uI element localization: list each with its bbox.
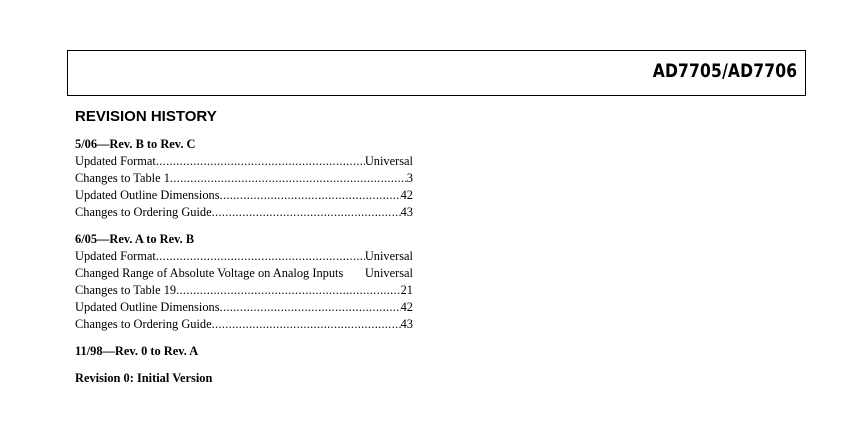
revision-entry (75, 153, 413, 170)
entry-page: 42 (400, 188, 413, 202)
revision-title: 5/06—Rev. B to Rev. C (75, 137, 196, 151)
revision-entry (75, 282, 413, 299)
entry-page: 3 (406, 171, 413, 185)
dot-leader (220, 299, 401, 316)
entry-page: Universal (364, 266, 413, 280)
revision-entry (75, 248, 413, 265)
dot-leader (220, 187, 401, 204)
dot-leader (176, 282, 401, 299)
revision-list (75, 136, 413, 397)
revision-block (75, 343, 413, 360)
revision-history-heading: REVISION HISTORY (75, 108, 217, 125)
entry-label: Updated Format (75, 249, 156, 263)
dot-leader (212, 204, 401, 221)
revision-block (75, 231, 413, 333)
revision-entry (75, 204, 413, 221)
header-box (67, 50, 806, 96)
entry-label: Changes to Table 19 (75, 283, 177, 297)
revision-entry (75, 299, 413, 316)
revision-entry (75, 170, 413, 187)
revision-entry (75, 187, 413, 204)
entry-label: Changes to Ordering Guide (75, 317, 212, 331)
revision-title: 11/98—Rev. 0 to Rev. A (75, 344, 199, 358)
revision-block (75, 370, 413, 387)
revision-block (75, 136, 413, 221)
revision-title: Revision 0: Initial Version (75, 371, 213, 385)
dot-leader (170, 170, 407, 187)
entry-page: 43 (400, 205, 413, 219)
entry-label: Changed Range of Absolute Voltage on Analog Inputs (75, 266, 344, 280)
entry-page: 42 (400, 300, 413, 314)
revision-entry (75, 316, 413, 333)
entry-page: 43 (400, 317, 413, 331)
entry-label: Updated Outline Dimensions (75, 188, 220, 202)
dot-leader (212, 316, 401, 333)
entry-label: Updated Format (75, 154, 156, 168)
revision-title: 6/05—Rev. A to Rev. B (75, 232, 195, 246)
entry-label: Changes to Table 1 (75, 171, 170, 185)
entry-page: Universal (364, 249, 413, 263)
document-title: AD7705/AD7706 (652, 60, 797, 82)
dot-leader (156, 248, 365, 265)
entry-label: Changes to Ordering Guide (75, 205, 212, 219)
entry-page: Universal (364, 154, 413, 168)
dot-leader (156, 153, 365, 170)
revision-entry (75, 265, 413, 282)
entry-page: 21 (400, 283, 413, 297)
entry-label: Updated Outline Dimensions (75, 300, 220, 314)
